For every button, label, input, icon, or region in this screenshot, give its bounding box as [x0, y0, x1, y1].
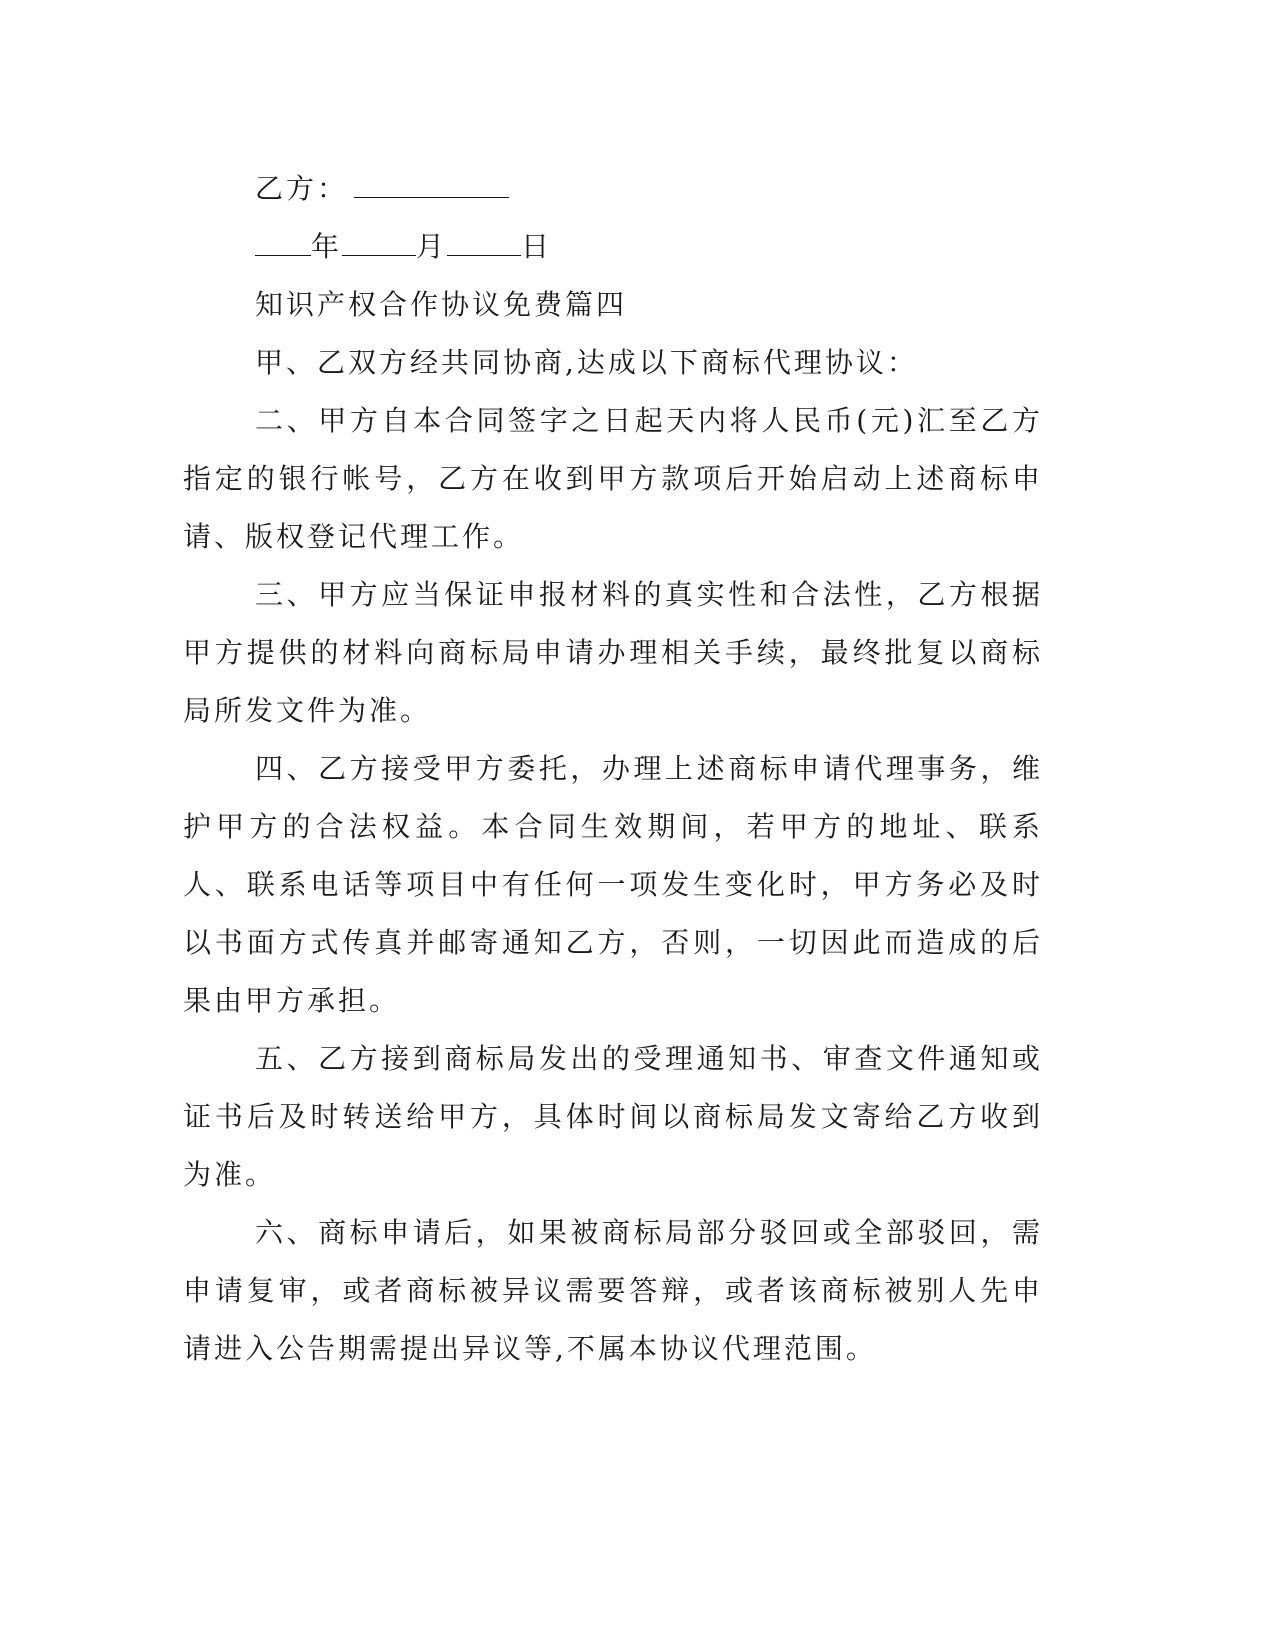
clause-paragraph: 二、甲方自本合同签字之日起天内将人民币(元)汇至乙方指定的银行帐号，乙方在收到甲方款项后开始启动上述商标申请、版权登记代理工作。: [183, 404, 1043, 553]
party-b-signature-line: [183, 160, 1043, 218]
month-blank: [342, 231, 416, 256]
party-b-blank: [354, 173, 509, 198]
day-label: 日: [521, 230, 553, 263]
clause-paragraph: 五、乙方接到商标局发出的受理通知书、审查文件通知或证书后及时转送给甲方，具体时间以商标局发文寄给乙方收到为准。: [183, 1042, 1043, 1191]
month-label: 月: [416, 230, 448, 263]
date-line: [183, 218, 1043, 276]
intro-paragraph: 甲、乙双方经共同协商,达成以下商标代理协议：: [255, 346, 918, 379]
clause-paragraph: 四、乙方接受甲方委托，办理上述商标申请代理事务，维护甲方的合法权益。本合同生效期间，若甲方的地址、联系人、联系电话等项目中有任何一项发生变化时，甲方务必及时以书面方式传真并邮寄通知乙方，否则，一切因此而造成的后果由甲方承担。: [183, 752, 1043, 1017]
year-blank: [255, 231, 311, 256]
party-b-label: 乙方：: [255, 172, 349, 205]
day-blank: [447, 231, 521, 256]
document-body: [183, 160, 1043, 1378]
clause-paragraph: 六、商标申请后，如果被商标局部分驳回或全部驳回，需申请复审，或者商标被异议需要答辩，或者该商标被别人先申请进入公告期需提出异议等,不属本协议代理范围。: [183, 1216, 1043, 1365]
year-label: 年: [311, 230, 343, 263]
clause-paragraph: 三、甲方应当保证申报材料的真实性和合法性，乙方根据甲方提供的材料向商标局申请办理相关手续，最终批复以商标局所发文件为准。: [183, 578, 1043, 727]
section-title: 知识产权合作协议免费篇四: [255, 288, 628, 321]
